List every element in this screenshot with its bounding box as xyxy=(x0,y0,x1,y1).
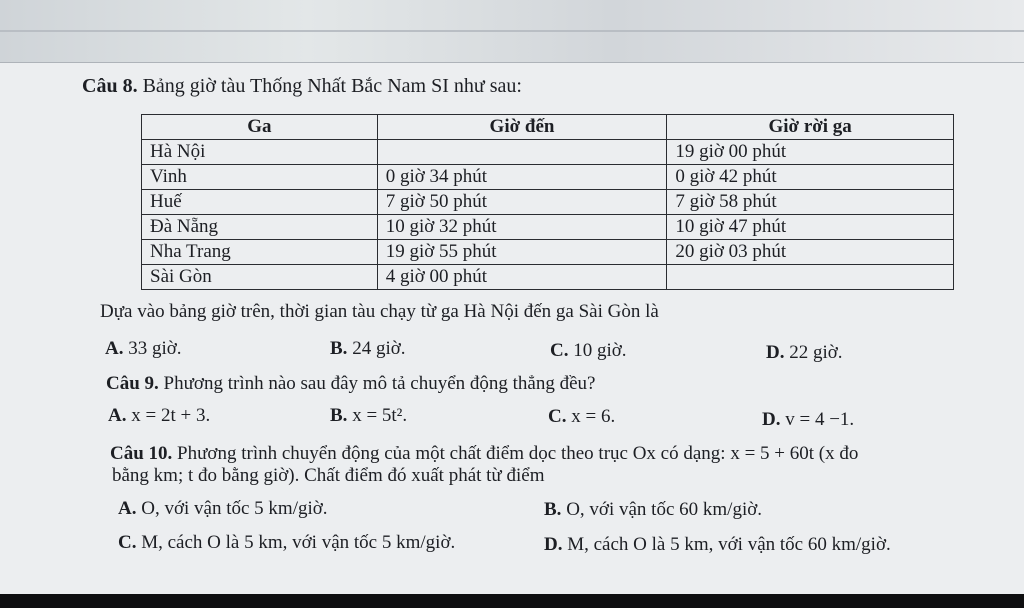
option-text: 10 giờ. xyxy=(573,340,627,361)
question-8-title xyxy=(82,75,522,98)
table-row xyxy=(142,215,954,240)
table-row xyxy=(142,240,954,265)
q9-option-c[interactable] xyxy=(548,406,615,428)
departure-cell: 0 giờ 42 phút xyxy=(667,165,954,190)
q8-option-c[interactable] xyxy=(550,340,627,362)
header-arrival: Giờ đến xyxy=(377,115,667,140)
q8-option-a[interactable] xyxy=(105,338,182,360)
option-text: 33 giờ. xyxy=(128,338,182,359)
question-9-label: Câu 9. xyxy=(106,373,159,394)
arrival-cell: 19 giờ 55 phút xyxy=(377,240,667,265)
question-10-text: Phương trình chuyển động của một chất điểm dọc theo trục Ox có dạng: x = 5 + 60t (x đo xyxy=(177,443,859,464)
question-8-text: Bảng giờ tàu Thống Nhất Bắc Nam SI như sau: xyxy=(142,75,522,97)
q8-option-d[interactable] xyxy=(766,342,843,364)
option-text: O, với vận tốc 5 km/giờ. xyxy=(141,498,328,519)
option-text: M, cách O là 5 km, với vận tốc 60 km/giờ. xyxy=(567,534,891,555)
option-key: A. xyxy=(108,405,127,426)
screen-top-area xyxy=(0,0,1024,70)
arrival-cell xyxy=(377,140,667,165)
option-text: x = 2t + 3. xyxy=(131,405,211,426)
q10-option-a[interactable] xyxy=(118,498,328,520)
option-key: C. xyxy=(550,340,569,361)
question-8-label: Câu 8. xyxy=(82,75,138,97)
option-key: D. xyxy=(766,342,785,363)
option-text: v = 4 −1. xyxy=(785,409,855,430)
option-key: D. xyxy=(762,409,781,430)
option-text: x = 5t². xyxy=(352,405,408,426)
header-departure: Giờ rời ga xyxy=(667,115,954,140)
option-key: B. xyxy=(330,338,348,359)
arrival-cell: 10 giờ 32 phút xyxy=(377,215,667,240)
option-key: A. xyxy=(118,498,137,519)
departure-cell: 7 giờ 58 phút xyxy=(667,190,954,215)
q9-option-b[interactable] xyxy=(330,405,407,427)
table-row xyxy=(142,265,954,290)
option-text: 24 giờ. xyxy=(352,338,406,359)
train-schedule-table xyxy=(141,114,954,290)
option-key: A. xyxy=(105,338,124,359)
arrival-cell: 4 giờ 00 phút xyxy=(377,265,667,290)
table-row xyxy=(142,190,954,215)
station-cell: Sài Gòn xyxy=(142,265,378,290)
arrival-cell: 0 giờ 34 phút xyxy=(377,165,667,190)
departure-cell: 19 giờ 00 phút xyxy=(667,140,954,165)
table-row xyxy=(142,165,954,190)
option-key: B. xyxy=(330,405,348,426)
header-station: Ga xyxy=(142,115,378,140)
arrival-cell: 7 giờ 50 phút xyxy=(377,190,667,215)
option-key: C. xyxy=(548,406,567,427)
departure-cell: 20 giờ 03 phút xyxy=(667,240,954,265)
option-key: C. xyxy=(118,532,137,553)
option-key: D. xyxy=(544,534,563,555)
departure-cell: 10 giờ 47 phút xyxy=(667,215,954,240)
table-header-row xyxy=(142,115,954,140)
station-cell: Hà Nội xyxy=(142,140,378,165)
station-cell: Nha Trang xyxy=(142,240,378,265)
option-text: 22 giờ. xyxy=(789,342,843,363)
option-text: O, với vận tốc 60 km/giờ. xyxy=(566,499,763,520)
question-10-title xyxy=(110,443,858,465)
station-cell: Đà Nẵng xyxy=(142,215,378,240)
question-10-text-cont: bằng km; t đo bằng giờ). Chất điểm đó xuất phát từ điểm xyxy=(112,465,545,486)
option-text: M, cách O là 5 km, với vận tốc 5 km/giờ. xyxy=(141,532,456,553)
toolbar-divider xyxy=(0,30,1024,32)
option-key: B. xyxy=(544,499,562,520)
table-row xyxy=(142,140,954,165)
q9-option-a[interactable] xyxy=(108,405,210,427)
question-9-title xyxy=(106,373,595,395)
station-cell: Vinh xyxy=(142,165,378,190)
screen-bezel xyxy=(0,594,1024,608)
q10-option-b[interactable] xyxy=(544,499,762,521)
departure-cell xyxy=(667,265,954,290)
option-text: x = 6. xyxy=(571,406,616,427)
question-10-label: Câu 10. xyxy=(110,443,173,464)
q8-option-b[interactable] xyxy=(330,338,406,360)
q10-option-d[interactable] xyxy=(544,534,891,556)
question-9-text: Phương trình nào sau đây mô tả chuyển động thẳng đều? xyxy=(163,373,596,394)
station-cell: Huế xyxy=(142,190,378,215)
q9-option-d[interactable] xyxy=(762,409,854,431)
q10-option-c[interactable] xyxy=(118,532,455,554)
question-8-prompt: Dựa vào bảng giờ trên, thời gian tàu chạy từ ga Hà Nội đến ga Sài Gòn là xyxy=(100,301,659,322)
